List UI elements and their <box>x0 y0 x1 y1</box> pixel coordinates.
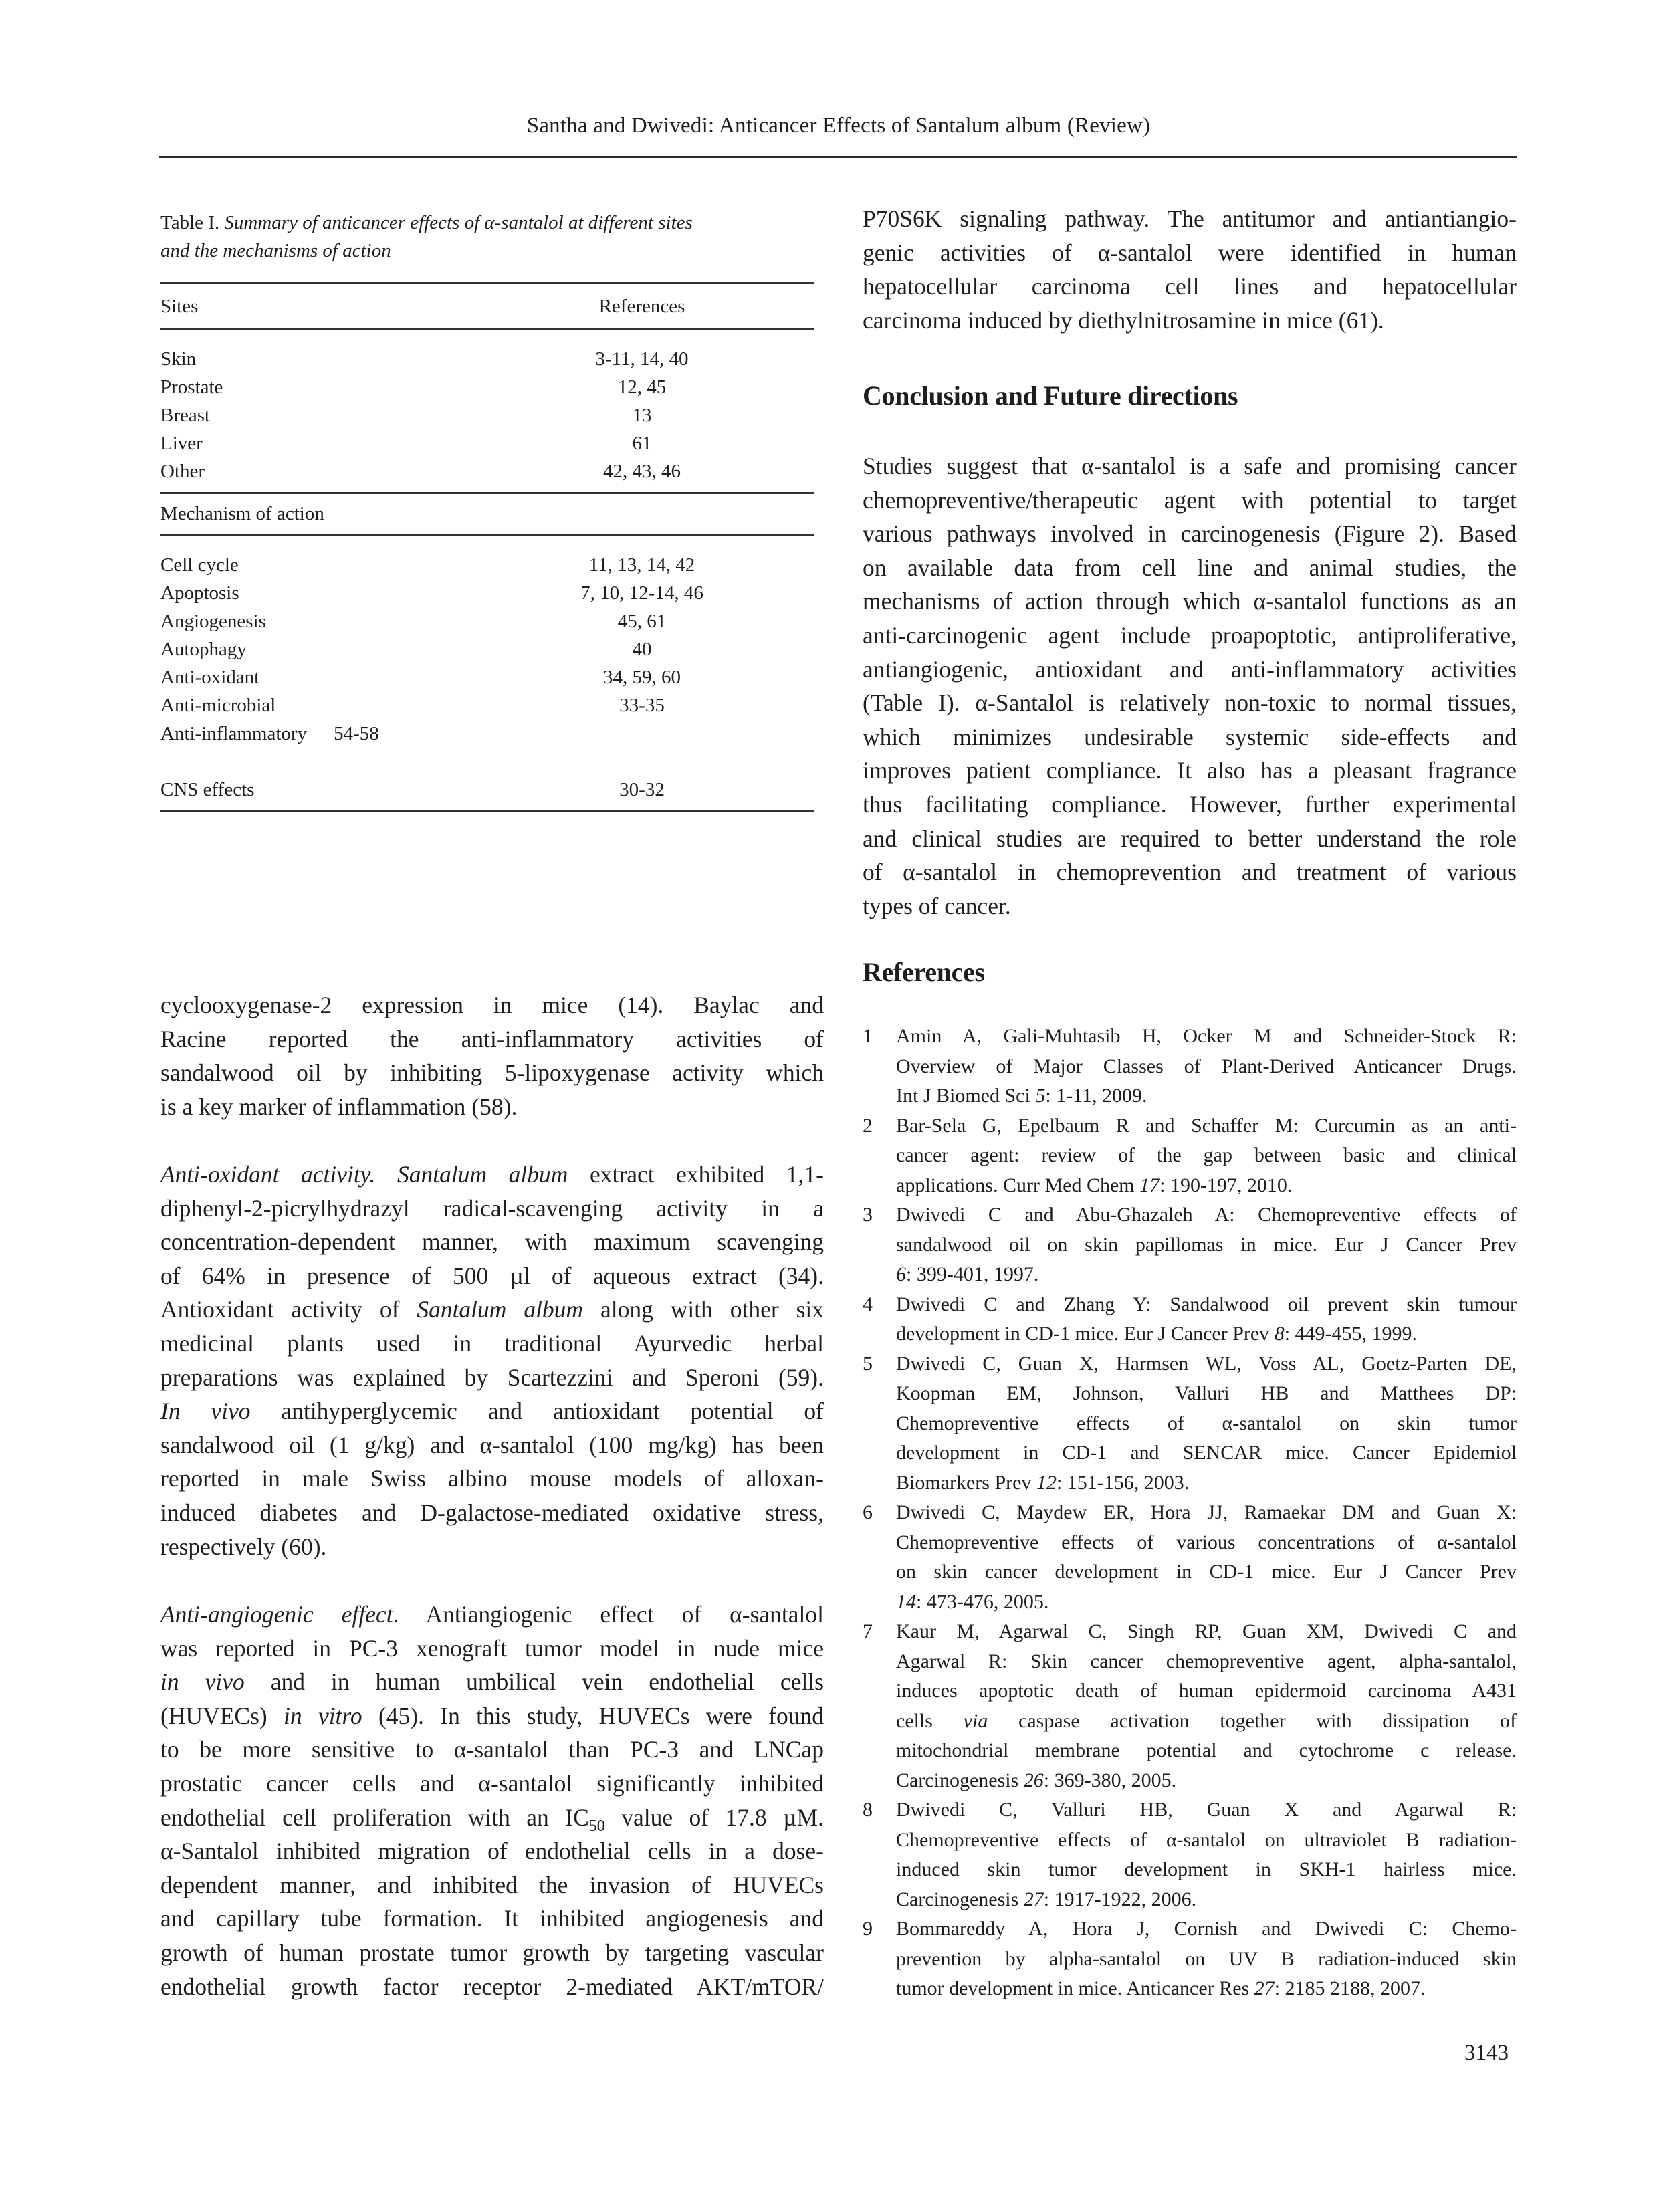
text-line: endothelial growth factor receptor 2-mediated AKT/mTOR/ <box>160 1973 824 2000</box>
table-cell-refs: 13 <box>632 405 652 426</box>
table-row <box>160 457 816 485</box>
reference-text <box>896 1290 1517 1349</box>
table-row <box>160 373 816 401</box>
reference-line: Dwivedi C and Abu-Ghazaleh A: Chemopreventive effects of <box>896 1204 1517 1226</box>
page-number: 3143 <box>1464 2041 1509 2065</box>
reference-line: mitochondrial membrane potential and cytochrome c release. <box>896 1739 1517 1761</box>
text-fragment: : 190-197, 2010. <box>1159 1174 1293 1196</box>
table-cell-refs: 7, 10, 12-14, 46 <box>580 582 703 604</box>
table-caption-text: Summary of anticancer effects of α-santalol at different sites <box>224 212 693 233</box>
reference-number: 8 <box>863 1799 873 1821</box>
volume-number: 12 <box>1036 1471 1057 1494</box>
reference-number: 4 <box>863 1293 873 1315</box>
reference-item <box>863 1795 1517 1914</box>
text-fragment: tumor development in mice. Anticancer Res <box>896 1977 1254 1999</box>
text-line: sandalwood oil by inhibiting 5-lipoxygenase activity which <box>160 1059 824 1087</box>
header-rule <box>159 156 1517 158</box>
reference-line <box>896 1171 1517 1201</box>
text-line: preparations was explained by Scartezzini and Speroni (59). <box>160 1363 824 1391</box>
table-cell-refs: 3-11, 14, 40 <box>595 348 689 370</box>
text-fragment: value of 17.8 µM. <box>604 1803 824 1831</box>
reference-item <box>863 1617 1517 1795</box>
table-cell-name: Prostate <box>160 376 223 398</box>
table-row <box>160 607 816 635</box>
text-fragment: : 369-380, 2005. <box>1043 1769 1177 1791</box>
text-fragment: applications. Curr Med Chem <box>896 1174 1140 1196</box>
text-line: sandalwood oil (1 g/kg) and α-santalol (100 mg/kg) has been <box>160 1431 824 1458</box>
reference-text <box>896 1498 1517 1617</box>
reference-number: 5 <box>863 1352 873 1375</box>
mechanism-rows <box>160 551 816 804</box>
text-fragment: . Antiangiogenic effect of α-santalol <box>393 1601 824 1628</box>
text-line: of 64% in presence of 500 µl of aqueous extract (34). <box>160 1262 824 1289</box>
reference-line: Overview of Major Classes of Plant-Derived Anticancer Drugs. <box>896 1055 1517 1077</box>
table-row <box>160 579 816 607</box>
column-header-sites: Sites <box>160 296 199 317</box>
reference-text <box>896 1349 1517 1499</box>
table-cell-refs: 30-32 <box>619 779 665 800</box>
text-fragment: Antioxidant activity of <box>160 1296 417 1323</box>
text-line: (Table I). α-Santalol is relatively non-toxic to normal tissues, <box>863 689 1517 717</box>
table-row <box>160 429 816 457</box>
text-fragment: along with other six <box>583 1296 824 1323</box>
table-cell-refs: 11, 13, 14, 42 <box>588 554 695 576</box>
reference-item <box>863 1022 1517 1111</box>
reference-line <box>896 1766 1517 1796</box>
table-caption <box>160 209 816 265</box>
reference-line <box>896 1081 1517 1111</box>
text-fragment: antihyperglycemic and antioxidant potential of <box>250 1398 824 1425</box>
text-line: on available data from cell line and animal studies, the <box>863 554 1517 581</box>
reference-line: Dwivedi C and Zhang Y: Sandalwood oil prevent skin tumour <box>896 1293 1517 1315</box>
volume-number: 6 <box>896 1263 906 1285</box>
table-row <box>160 551 816 579</box>
reference-item <box>863 1914 1517 2004</box>
text-fragment: : 151-156, 2003. <box>1056 1471 1190 1494</box>
table-cell-name: Other <box>160 461 205 482</box>
species-name: Santalum album <box>417 1296 584 1323</box>
text-fragment: Int J Biomed Sci <box>896 1085 1036 1107</box>
text-line: P70S6K signaling pathway. The antitumor and antiantiangio- <box>863 205 1517 232</box>
reference-line: Dwivedi C, Valluri HB, Guan X and Agarwal R: <box>896 1799 1517 1821</box>
table-row <box>160 635 816 663</box>
section-heading-references: References <box>863 957 985 987</box>
italic-term: in vivo <box>160 1668 245 1696</box>
text-fragment: extract exhibited 1,1- <box>568 1161 824 1188</box>
table-cell-name: Angiogenesis <box>160 611 266 632</box>
running-head: Santha and Dwivedi: Anticancer Effects of Santalum album (Review) <box>526 114 1151 138</box>
reference-item <box>863 1349 1517 1499</box>
reference-line <box>896 1468 1517 1499</box>
table-row <box>160 691 816 720</box>
text-line: types of cancer. <box>863 892 1011 919</box>
table-cell-refs: 45, 61 <box>617 611 667 632</box>
text-line: mechanisms of action through which α-santalol functions as an <box>863 588 1517 615</box>
text-fragment: and in human umbilical vein endothelial cells <box>244 1668 824 1696</box>
reference-line: Dwivedi C, Maydew ER, Hora JJ, Ramaekar DM and Guan X: <box>896 1501 1517 1523</box>
volume-number: 27 <box>1254 1977 1275 1999</box>
reference-item <box>863 1290 1517 1349</box>
text-fragment: endothelial cell proliferation with an IC <box>160 1803 589 1831</box>
reference-number: 2 <box>863 1114 873 1137</box>
table-caption-text-2: and the mechanisms of action <box>160 240 391 261</box>
reference-line <box>896 1260 1517 1290</box>
reference-line: Bommareddy A, Hora J, Cornish and Dwivedi C: Chemo- <box>896 1918 1517 1940</box>
table-cell-name: Liver <box>160 433 203 454</box>
volume-number: 17 <box>1139 1174 1160 1196</box>
text-line: antiangiogenic, antioxidant and anti-inflammatory activities <box>863 655 1517 683</box>
reference-line: prevention by alpha-santalol on UV B radiation-induced skin <box>896 1947 1517 1970</box>
text-line: is a key marker of inflammation (58). <box>160 1093 518 1120</box>
text-line: to be more sensitive to α-santalol than PC-3 and LNCap <box>160 1736 824 1763</box>
table-cell-name: Breast <box>160 405 211 426</box>
sites-rows <box>160 345 816 485</box>
text-line: growth of human prostate tumor growth by targeting vascular <box>160 1939 824 1966</box>
table-cell-name: CNS effects <box>160 779 255 800</box>
text-fragment: : 399-401, 1997. <box>906 1263 1039 1285</box>
text-line: α-Santalol inhibited migration of endothelial cells in a dose- <box>160 1838 824 1865</box>
reference-number: 6 <box>863 1501 873 1523</box>
reference-item <box>863 1200 1517 1290</box>
table-cell-name: Skin <box>160 348 197 370</box>
text-line: dependent manner, and inhibited the invasion of HUVECs <box>160 1871 824 1898</box>
text-fragment: Carcinogenesis <box>896 1769 1024 1791</box>
table-cell-name: Anti-oxidant <box>160 667 260 688</box>
reference-line <box>896 1587 1517 1618</box>
reference-line: Dwivedi C, Guan X, Harmsen WL, Voss AL, Goetz-Parten DE, <box>896 1352 1517 1375</box>
italic-term: In vivo <box>160 1398 251 1425</box>
text-fragment: cells <box>896 1709 964 1732</box>
reference-text <box>896 1914 1517 2004</box>
text-line: improves patient compliance. It also has a pleasant fragrance <box>863 757 1517 784</box>
table-cell-name <box>160 720 488 748</box>
text-fragment: development in CD-1 mice. Eur J Cancer Prev <box>896 1323 1275 1345</box>
left-para-anti-inflammatory <box>160 988 824 1123</box>
volume-number: 26 <box>1023 1769 1044 1791</box>
table-cell-refs: 61 <box>632 433 652 454</box>
table-row <box>160 720 816 748</box>
section-heading-conclusion: Conclusion and Future directions <box>863 380 1238 411</box>
table-cell-name: Apoptosis <box>160 582 239 604</box>
table-cell-refs: 12, 45 <box>617 376 667 398</box>
right-para-continued <box>863 202 1517 337</box>
table-rule-bottom <box>160 810 814 812</box>
volume-number: 8 <box>1274 1323 1285 1345</box>
text-line: anti-carcinogenic agent include proapoptotic, antiproliferative, <box>863 621 1517 649</box>
subscript: 50 <box>588 1817 605 1835</box>
text-line: concentration-dependent manner, with maximum scavenging <box>160 1228 824 1256</box>
text-line: which minimizes undesirable systemic side-effects and <box>863 723 1517 750</box>
table-cell-refs: 42, 43, 46 <box>603 461 681 482</box>
reference-line: Amin A, Gali-Muhtasib H, Ocker M and Schneider-Stock R: <box>896 1025 1517 1047</box>
text-line: medicinal plants used in traditional Ayurvedic herbal <box>160 1329 824 1357</box>
reference-list <box>863 1022 1517 2004</box>
reference-item <box>863 1111 1517 1201</box>
reference-line: Koopman EM, Johnson, Valluri HB and Matthees DP: <box>896 1382 1517 1404</box>
text-line: hepatocellular carcinoma cell lines and hepatocellular <box>863 273 1517 300</box>
reference-line: Chemopreventive effects of various concentrations of α-santalol <box>896 1531 1517 1553</box>
text-fragment: : 1-11, 2009. <box>1045 1085 1147 1107</box>
reference-number: 7 <box>863 1620 873 1642</box>
text-line: reported in male Swiss albino mouse models of alloxan- <box>160 1465 824 1492</box>
reference-number: 1 <box>863 1025 873 1047</box>
reference-text <box>896 1200 1517 1290</box>
reference-line <box>896 1974 1517 2004</box>
volume-number: via <box>963 1709 988 1732</box>
text-line: thus facilitating compliance. However, further experimental <box>863 790 1517 818</box>
text-fragment: : 473-476, 2005. <box>916 1590 1049 1613</box>
text-line: prostatic cancer cells and α-santalol significantly inhibited <box>160 1769 824 1797</box>
reference-line: development in CD-1 and SENCAR mice. Cancer Epidemiol <box>896 1442 1517 1464</box>
reference-item <box>863 1498 1517 1617</box>
text-line: of α-santalol in chemoprevention and treatment of various <box>863 859 1517 886</box>
text-fragment: : 1917-1922, 2006. <box>1043 1888 1197 1910</box>
reference-text <box>896 1795 1517 1914</box>
text-line: was reported in PC-3 xenograft tumor model in nude mice <box>160 1634 824 1662</box>
reference-line: induced skin tumor development in SKH-1 hairless mice. <box>896 1858 1517 1880</box>
reference-line: on skin cancer development in CD-1 mice. Eur J Cancer Prev <box>896 1561 1517 1583</box>
reference-line <box>896 1885 1517 1915</box>
italic-term: in vitro <box>284 1702 362 1729</box>
table-row <box>160 663 816 691</box>
subsection-heading-antioxidant: Anti-oxidant activity. <box>160 1161 376 1188</box>
reference-text <box>896 1617 1517 1795</box>
text-fragment: (HUVECs) <box>160 1702 284 1729</box>
reference-line <box>896 1319 1517 1349</box>
reference-line: Agarwal R: Skin cancer chemopreventive agent, alpha-santalol, <box>896 1650 1517 1672</box>
text-line: Racine reported the anti-inflammatory activities of <box>160 1025 824 1053</box>
volume-number: 5 <box>1035 1085 1046 1107</box>
reference-line: Bar-Sela G, Epelbaum R and Schaffer M: Curcumin as an anti- <box>896 1114 1517 1137</box>
text-line: and capillary tube formation. It inhibited angiogenesis and <box>160 1905 824 1932</box>
volume-number: 14 <box>896 1590 916 1613</box>
text-line: respectively (60). <box>160 1533 327 1560</box>
text-fragment: Carcinogenesis <box>896 1888 1024 1910</box>
volume-number: 27 <box>1023 1888 1044 1910</box>
column-header-references: References <box>598 296 685 317</box>
table-cell-name: Autophagy <box>160 639 247 660</box>
table-cell-name-text: Anti-inflammatory <box>160 723 308 744</box>
text-fragment: : 2185 2188, 2007. <box>1274 1977 1426 1999</box>
table-row <box>160 776 816 804</box>
table-row <box>160 401 816 429</box>
reference-line: induces apoptotic death of human epidermoid carcinoma A431 <box>896 1680 1517 1702</box>
text-fragment: caspase activation together with dissipation of <box>988 1709 1517 1732</box>
reference-line: sandalwood oil on skin papillomas in mice. Eur J Cancer Prev <box>896 1233 1517 1256</box>
text-line: induced diabetes and D-galactose-mediated oxidative stress, <box>160 1499 824 1526</box>
table-cell-refs: 54-58 <box>334 723 379 744</box>
table-row <box>160 345 816 373</box>
table-cell-refs: 40 <box>632 639 652 660</box>
table-label: Table I. <box>160 212 220 233</box>
reference-number: 9 <box>863 1918 873 1940</box>
table-cell-name: Cell cycle <box>160 554 239 576</box>
text-line: diphenyl-2-picrylhydrazyl radical-scavenging activity in a <box>160 1194 824 1222</box>
text-fragment: (45). In this study, HUVECs were found <box>362 1702 824 1729</box>
table-cell-refs: 33-35 <box>619 695 665 716</box>
table-cell-name: Anti-microbial <box>160 695 276 716</box>
subsection-heading-antiangiogenic: Anti-angiogenic effect <box>160 1601 393 1628</box>
reference-text <box>896 1022 1517 1111</box>
text-line: carcinoma induced by diethylnitrosamine in mice (61). <box>863 306 1384 334</box>
reference-line: Chemopreventive effects of α-santalol on ultraviolet B radiation- <box>896 1828 1517 1851</box>
reference-line <box>896 1706 1517 1737</box>
text-line: chemopreventive/therapeutic agent with potential to target <box>863 486 1517 514</box>
left-para-antioxidant <box>160 1157 824 1563</box>
text-fragment: : 449-455, 1999. <box>1284 1323 1418 1345</box>
conclusion-paragraph <box>863 449 1517 923</box>
reference-line: Chemopreventive effects of α-santalol on skin tumor <box>896 1412 1517 1434</box>
text-fragment: Biomarkers Prev <box>896 1471 1036 1494</box>
text-line: various pathways involved in carcinogenesis (Figure 2). Based <box>863 520 1517 548</box>
text-line: cyclooxygenase-2 expression in mice (14). Baylac and <box>160 992 824 1018</box>
table-header-row <box>160 292 816 320</box>
reference-number: 3 <box>863 1204 873 1226</box>
left-para-antiangiogenic <box>160 1597 824 2003</box>
table-1 <box>160 209 816 812</box>
reference-line: Kaur M, Agarwal C, Singh RP, Guan XM, Dwivedi C and <box>896 1620 1517 1642</box>
mechanism-header: Mechanism of action <box>160 503 324 524</box>
species-name: Santalum album <box>397 1161 568 1188</box>
text-line: genic activities of α-santalol were identified in human <box>863 239 1517 266</box>
text-line: Studies suggest that α-santalol is a safe and promising cancer <box>863 453 1517 479</box>
reference-text <box>896 1111 1517 1201</box>
reference-line: cancer agent: review of the gap between basic and clinical <box>896 1144 1517 1166</box>
text-line: and clinical studies are required to better understand the role <box>863 824 1517 852</box>
table-cell-refs: 34, 59, 60 <box>603 667 681 688</box>
